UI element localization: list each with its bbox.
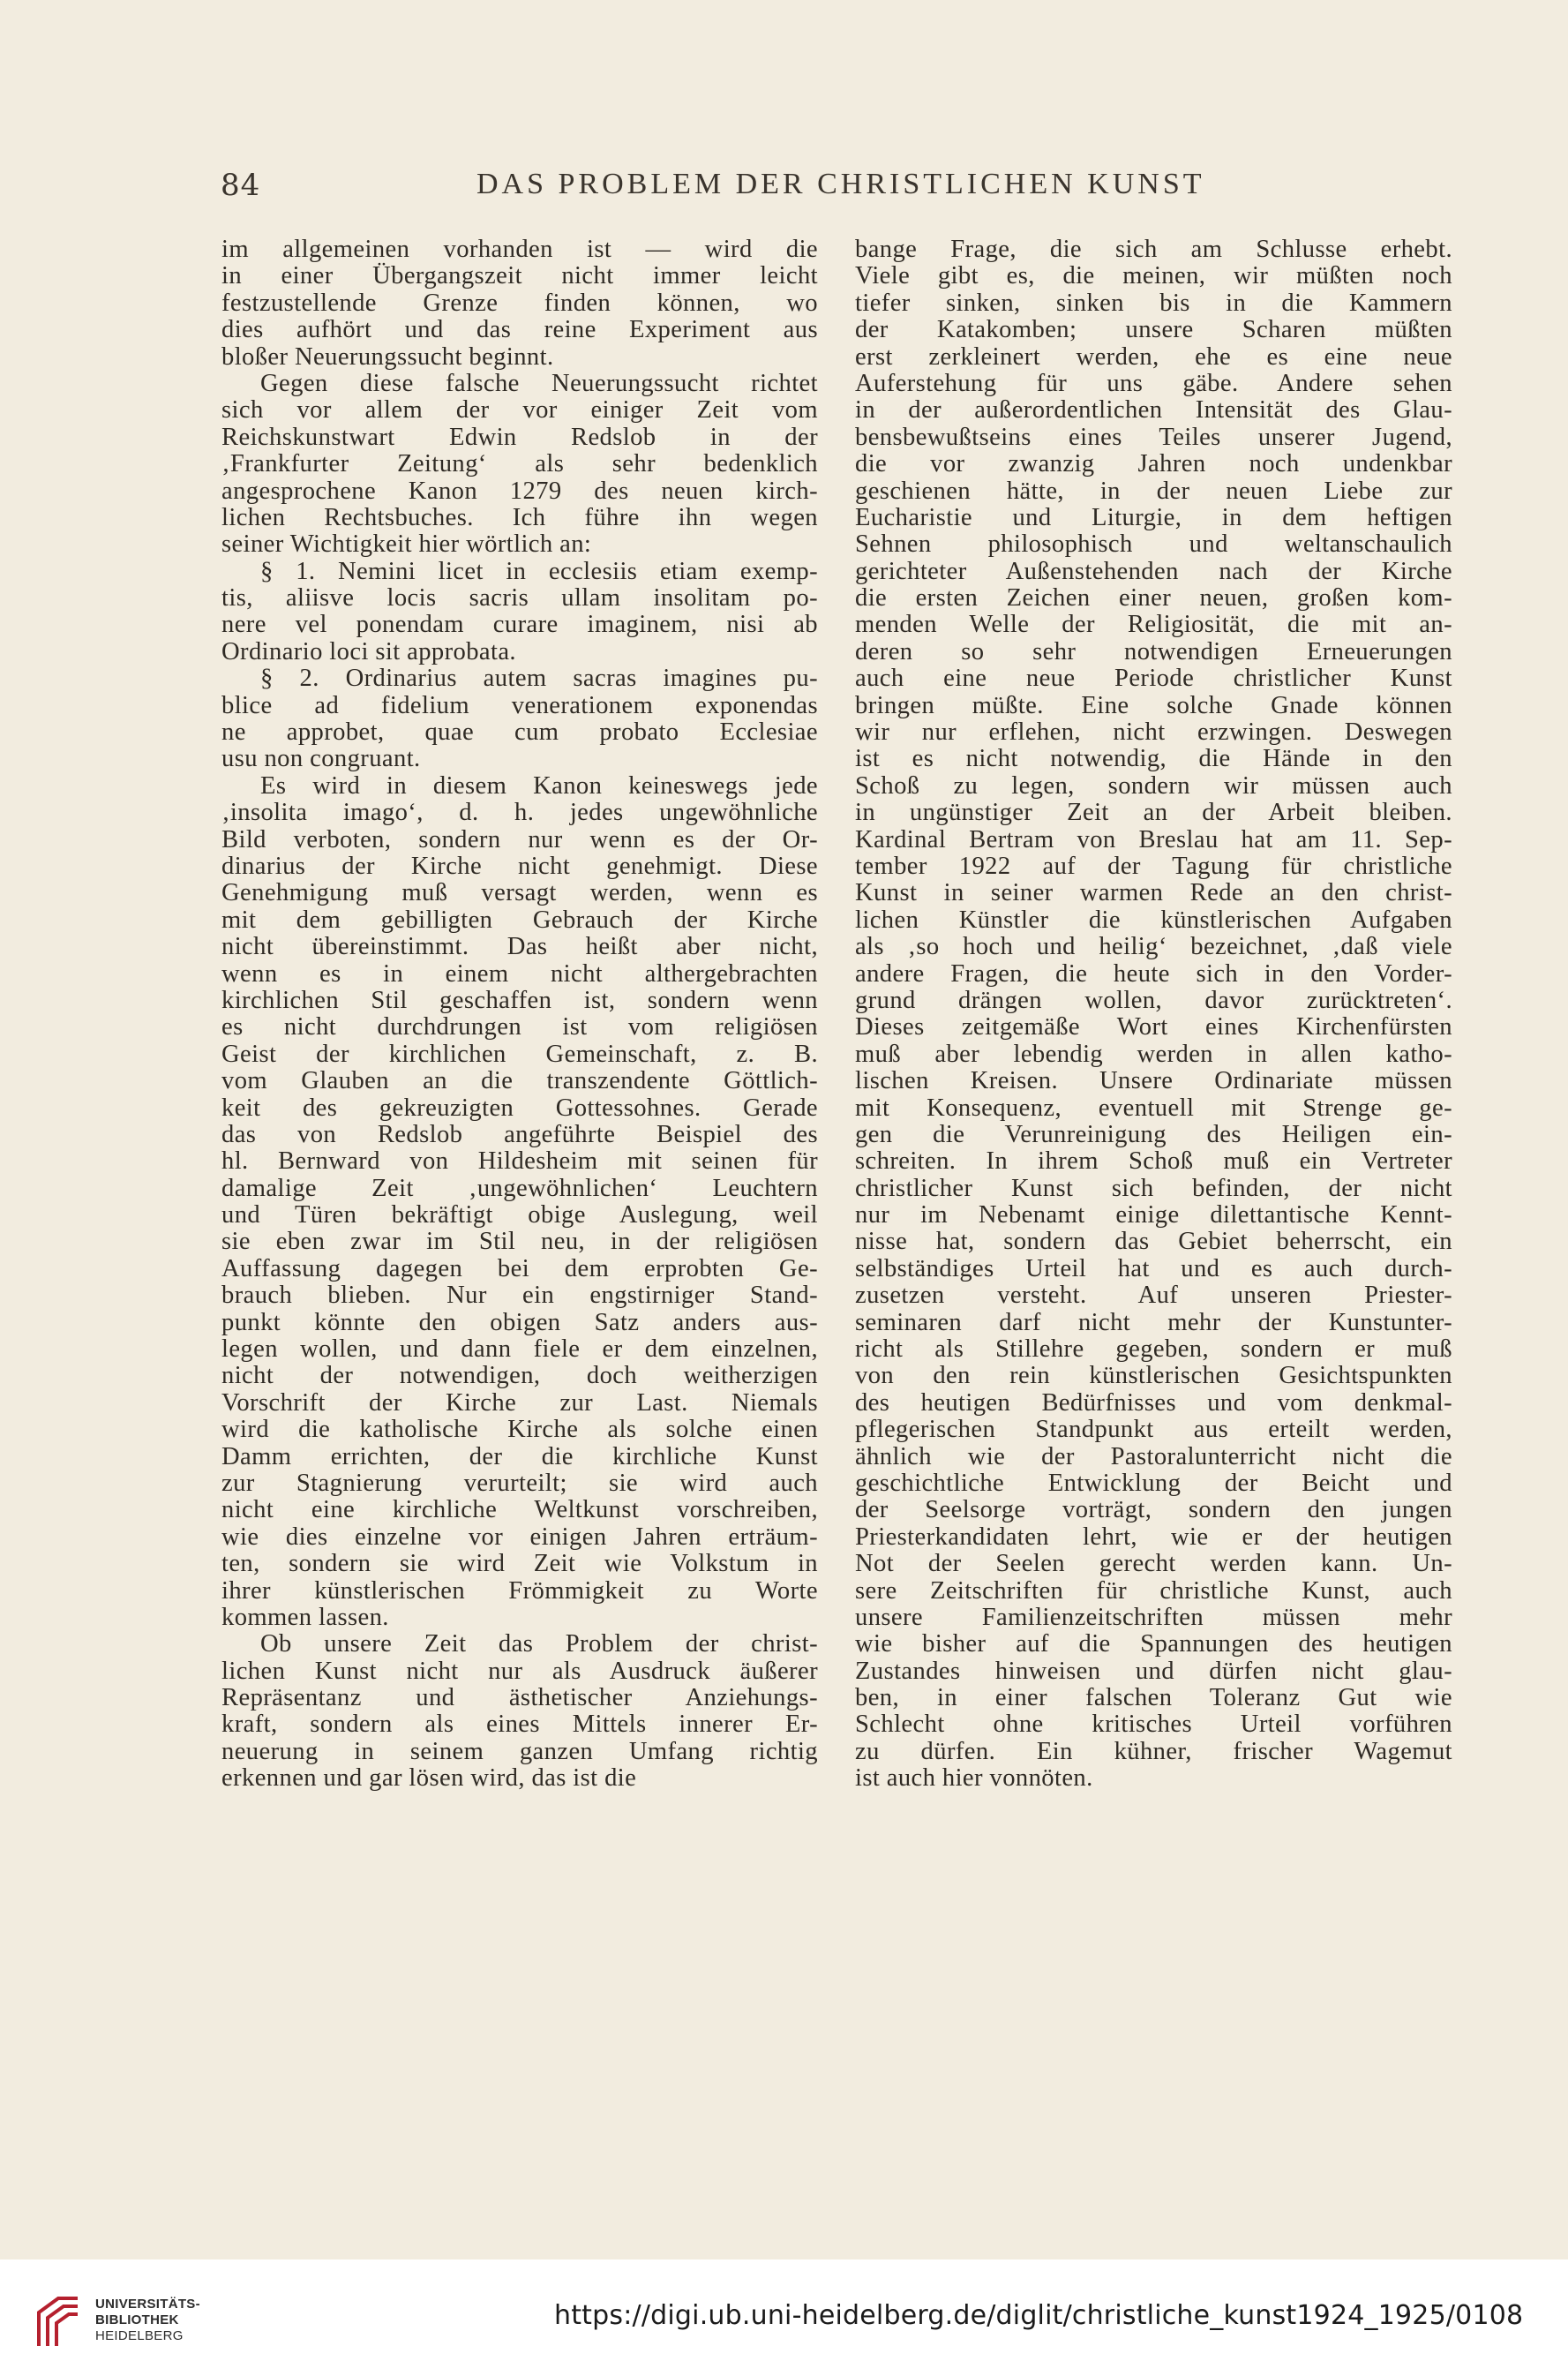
text-line: lichen Rechtsbuches. Ich führe ihn wegen [221, 503, 818, 531]
text-line: sie eben zwar im Stil neu, in der religiösen [221, 1228, 818, 1256]
text-line: gen die Verunreinigung des Heiligen ein- [855, 1120, 1452, 1148]
text-line: erst zerkleinert werden, ehe es eine neue [855, 342, 1452, 371]
text-line: ‚Frankfurter Zeitung‘ als sehr bedenklich [221, 450, 818, 478]
text-line: geschichtliche Entwicklung der Beicht und [855, 1469, 1452, 1497]
text-line: ten, sondern sie wird Zeit wie Volkstum in [221, 1550, 818, 1578]
text-line: und Türen bekräftigt obige Auslegung, weil [221, 1201, 818, 1229]
library-name [95, 2297, 200, 2344]
text-line: andere Fragen, die heute sich in den Vorder- [855, 959, 1452, 988]
text-line: Es wird in diesem Kanon keineswegs jede [260, 771, 818, 800]
text-line: ben, in einer falschen Toleranz Gut wie [855, 1684, 1452, 1712]
text-line: tiefer sinken, sinken bis in die Kammern [855, 289, 1452, 317]
text-line: Reichskunstwart Edwin Redslob in der [221, 423, 818, 451]
right-text-column [855, 237, 1452, 1793]
text-line: im allgemeinen vorhanden ist — wird die [221, 236, 818, 263]
text-line: wird die katholische Kirche als solche einen [221, 1416, 818, 1444]
text-line: blice ad fidelium venerationem exponendas [221, 691, 818, 719]
text-line: zu dürfen. Ein kühner, frischer Wagemut [855, 1737, 1452, 1765]
text-line: Schoß zu legen, sondern wir müssen auch [855, 771, 1452, 800]
text-line: der Seelsorge vorträgt, sondern den jungen [855, 1496, 1452, 1524]
text-line: nere vel ponendam curare imaginem, nisi ab [221, 611, 818, 639]
footer-bar [0, 2259, 1568, 2376]
text-line: hl. Bernward von Hildesheim mit seinen für [221, 1147, 818, 1176]
text-line: Dieses zeitgemäße Wort eines Kirchenfürsten [855, 1013, 1452, 1041]
text-line: von den rein künstlerischen Gesichtspunkten [855, 1362, 1452, 1390]
text-line: richt als Stillehre gegeben, sondern er muß [855, 1335, 1452, 1364]
text-line: schreiten. In ihrem Schoß muß ein Vertreter [855, 1147, 1452, 1176]
text-line: lischen Kreisen. Unsere Ordinariate müssen [855, 1067, 1452, 1095]
text-line: Geist der kirchlichen Gemeinschaft, z. B. [221, 1040, 818, 1068]
text-line: in einer Übergangszeit nicht immer leicht [221, 262, 818, 290]
text-line: menden Welle der Religiosität, die mit an- [855, 611, 1452, 639]
text-line: bensbewußtseins eines Teiles unserer Jugend, [855, 423, 1452, 451]
text-line: Zustandes hinweisen und dürfen nicht glau- [855, 1657, 1452, 1685]
text-line: Ob unsere Zeit das Problem der christ- [260, 1630, 818, 1658]
text-line: Auffassung dagegen bei dem erprobten Ge- [221, 1254, 818, 1282]
text-line: wie dies einzelne vor einigen Jahren erträum- [221, 1523, 818, 1551]
text-line: ihrer künstlerischen Frömmigkeit zu Worte [221, 1576, 818, 1605]
text-line: dies aufhört und das reine Experiment aus [221, 316, 818, 344]
text-line: kraft, sondern als eines Mittels innerer Er- [221, 1711, 818, 1739]
library-name-line: UNIVERSITÄTS- [95, 2297, 200, 2312]
text-line: zusetzen versteht. Auf unseren Priester- [855, 1282, 1452, 1310]
text-line: deren so sehr notwendigen Erneuerungen [855, 637, 1452, 665]
text-line: sich vor allem der vor einiger Zeit vom [221, 396, 818, 425]
text-line: nicht eine kirchliche Weltkunst vorschreiben, [221, 1496, 818, 1524]
text-line: angesprochene Kanon 1279 des neuen kirch- [221, 477, 818, 505]
text-line: bange Frage, die sich am Schlusse erhebt. [855, 236, 1452, 263]
source-url-link[interactable]: https://digi.ub.uni-heidelberg.de/diglit/christliche_kunst1924_1925/0108 [554, 2300, 1524, 2331]
text-line: nicht der notwendigen, doch weitherzigen [221, 1362, 818, 1390]
text-line: des heutigen Bedürfnisses und vom denkmal- [855, 1388, 1452, 1417]
text-line: kirchlichen Stil geschaffen ist, sondern wenn [221, 986, 818, 1014]
text-line: wenn es in einem nicht althergebrachten [221, 959, 818, 988]
text-line: legen wollen, und dann fiele er dem einzelnen, [221, 1335, 818, 1364]
text-line: ist auch hier vonnöten. [855, 1764, 1093, 1793]
library-name-line: BIBLIOTHEK [95, 2312, 179, 2327]
text-line: lichen Künstler die künstlerischen Aufgaben [855, 906, 1452, 934]
text-line: damalige Zeit ‚ungewöhnlichen‘ Leuchtern [221, 1174, 818, 1202]
text-line: § 2. Ordinarius autem sacras imagines pu- [260, 665, 818, 693]
text-line: mit Konsequenz, eventuell mit Strenge ge- [855, 1094, 1452, 1122]
text-line: ist es nicht notwendig, die Hände in den [855, 745, 1452, 773]
text-line: tember 1922 auf der Tagung für christliche [855, 852, 1452, 880]
left-text-column [221, 237, 818, 1793]
text-line: Priesterkandidaten lehrt, wie er der heutigen [855, 1523, 1452, 1551]
text-line: Bild verboten, sondern nur wenn es der Or- [221, 825, 818, 853]
text-line: der Katakomben; unsere Scharen müßten [855, 316, 1452, 344]
text-line: Repräsentanz und ästhetischer Anziehungs- [221, 1684, 818, 1712]
text-line: auch eine neue Periode christlicher Kunst [855, 665, 1452, 693]
text-line: Sehnen philosophisch und weltanschaulich [855, 530, 1452, 559]
text-line: Kunst in seiner warmen Rede an den christ- [855, 879, 1452, 907]
text-line: nur im Nebenamt einige dilettantische Kennt- [855, 1201, 1452, 1229]
page-header [221, 168, 1456, 212]
text-line: Genehmigung muß versagt werden, wenn es [221, 879, 818, 907]
text-line: als ‚so hoch und heilig‘ bezeichnet, ‚daß viele [855, 933, 1452, 961]
text-line: erkennen und gar lösen wird, das ist die [221, 1764, 637, 1793]
text-line: mit dem gebilligten Gebrauch der Kirche [221, 906, 818, 934]
text-line: Eucharistie und Liturgie, in dem heftigen [855, 503, 1452, 531]
text-line: Damm errichten, der die kirchliche Kunst [221, 1442, 818, 1470]
text-line: muß aber lebendig werden in allen katho- [855, 1040, 1452, 1068]
page-number: 84 [221, 168, 261, 203]
text-line: Kardinal Bertram von Breslau hat am 11. Sep- [855, 825, 1452, 853]
text-line: gerichteter Außenstehenden nach der Kirche [855, 557, 1452, 585]
text-line: nisse hat, sondern das Gebiet beherrscht, ein [855, 1228, 1452, 1256]
text-line: neuerung in seinem ganzen Umfang richtig [221, 1737, 818, 1765]
text-line: die ersten Zeichen einer neuen, großen kom- [855, 584, 1452, 613]
text-line: Not der Seelen gerecht werden kann. Un- [855, 1550, 1452, 1578]
text-line: Gegen diese falsche Neuerungssucht richtet [260, 369, 818, 397]
library-name-line: HEIDELBERG [95, 2328, 184, 2343]
text-line: punkt könnte den obigen Satz anders aus- [221, 1308, 818, 1336]
text-line: bringen müßte. Eine solche Gnade können [855, 691, 1452, 719]
text-line: ähnlich wie der Pastoralunterricht nicht die [855, 1442, 1452, 1470]
text-line: die vor zwanzig Jahren noch undenkbar [855, 450, 1452, 478]
text-line: vom Glauben an die transzendente Göttlich- [221, 1067, 818, 1095]
text-line: dinarius der Kirche nicht genehmigt. Diese [221, 852, 818, 880]
text-line: ne approbet, quae cum probato Ecclesiae [221, 718, 818, 747]
text-line: ‚insolita imago‘, d. h. jedes ungewöhnliche [221, 799, 818, 827]
text-line: brauch blieben. Nur ein engstirniger Stand- [221, 1282, 818, 1310]
text-line: nicht übereinstimmt. Das heißt aber nicht, [221, 933, 818, 961]
text-line: pflegerischen Standpunkt aus erteilt werden, [855, 1416, 1452, 1444]
text-line: selbständiges Urteil hat und es auch durch- [855, 1254, 1452, 1282]
text-line: festzustellende Grenze finden können, wo [221, 289, 818, 317]
text-line: bloßer Neuerungssucht beginnt. [221, 342, 554, 371]
text-line: das von Redslob angeführte Beispiel des [221, 1120, 818, 1148]
text-line: Auferstehung für uns gäbe. Andere sehen [855, 369, 1452, 397]
text-line: lichen Kunst nicht nur als Ausdruck äußerer [221, 1657, 818, 1685]
text-line: wir nur erflehen, nicht erzwingen. Deswegen [855, 718, 1452, 747]
running-title: DAS PROBLEM DER CHRISTLICHEN KUNST [476, 168, 1205, 200]
text-line: tis, aliisve locis sacris ullam insolitam po- [221, 584, 818, 613]
university-library-logo-icon [34, 2293, 88, 2351]
text-line: Vorschrift der Kirche zur Last. Niemals [221, 1388, 818, 1417]
text-line: Schlecht ohne kritisches Urteil vorführen [855, 1711, 1452, 1739]
text-line: geschienen hätte, in der neuen Liebe zur [855, 477, 1452, 505]
text-line: keit des gekreuzigten Gottessohnes. Gerade [221, 1094, 818, 1122]
text-line: in ungünstiger Zeit an der Arbeit bleiben. [855, 799, 1452, 827]
text-line: unsere Familienzeitschriften müssen mehr [855, 1603, 1452, 1631]
text-line: seminaren darf nicht mehr der Kunstunter- [855, 1308, 1452, 1336]
text-line: Ordinario loci sit approbata. [221, 637, 516, 665]
text-line: § 1. Nemini licet in ecclesiis etiam exemp- [260, 557, 818, 585]
text-line: seiner Wichtigkeit hier wörtlich an: [221, 530, 592, 559]
text-line: es nicht durchdrungen ist vom religiösen [221, 1013, 818, 1041]
text-line: grund drängen wollen, davor zurücktreten‘. [855, 986, 1452, 1014]
text-line: kommen lassen. [221, 1603, 389, 1631]
text-line: zur Stagnierung verurteilt; sie wird auch [221, 1469, 818, 1497]
text-line: christlicher Kunst sich befinden, der nicht [855, 1174, 1452, 1202]
text-line: usu non congruant. [221, 745, 421, 773]
text-line: in der außerordentlichen Intensität des Glau- [855, 396, 1452, 425]
text-line: wie bisher auf die Spannungen des heutigen [855, 1630, 1452, 1658]
text-line: sere Zeitschriften für christliche Kunst, auch [855, 1576, 1452, 1605]
text-line: Viele gibt es, die meinen, wir müßten noch [855, 262, 1452, 290]
